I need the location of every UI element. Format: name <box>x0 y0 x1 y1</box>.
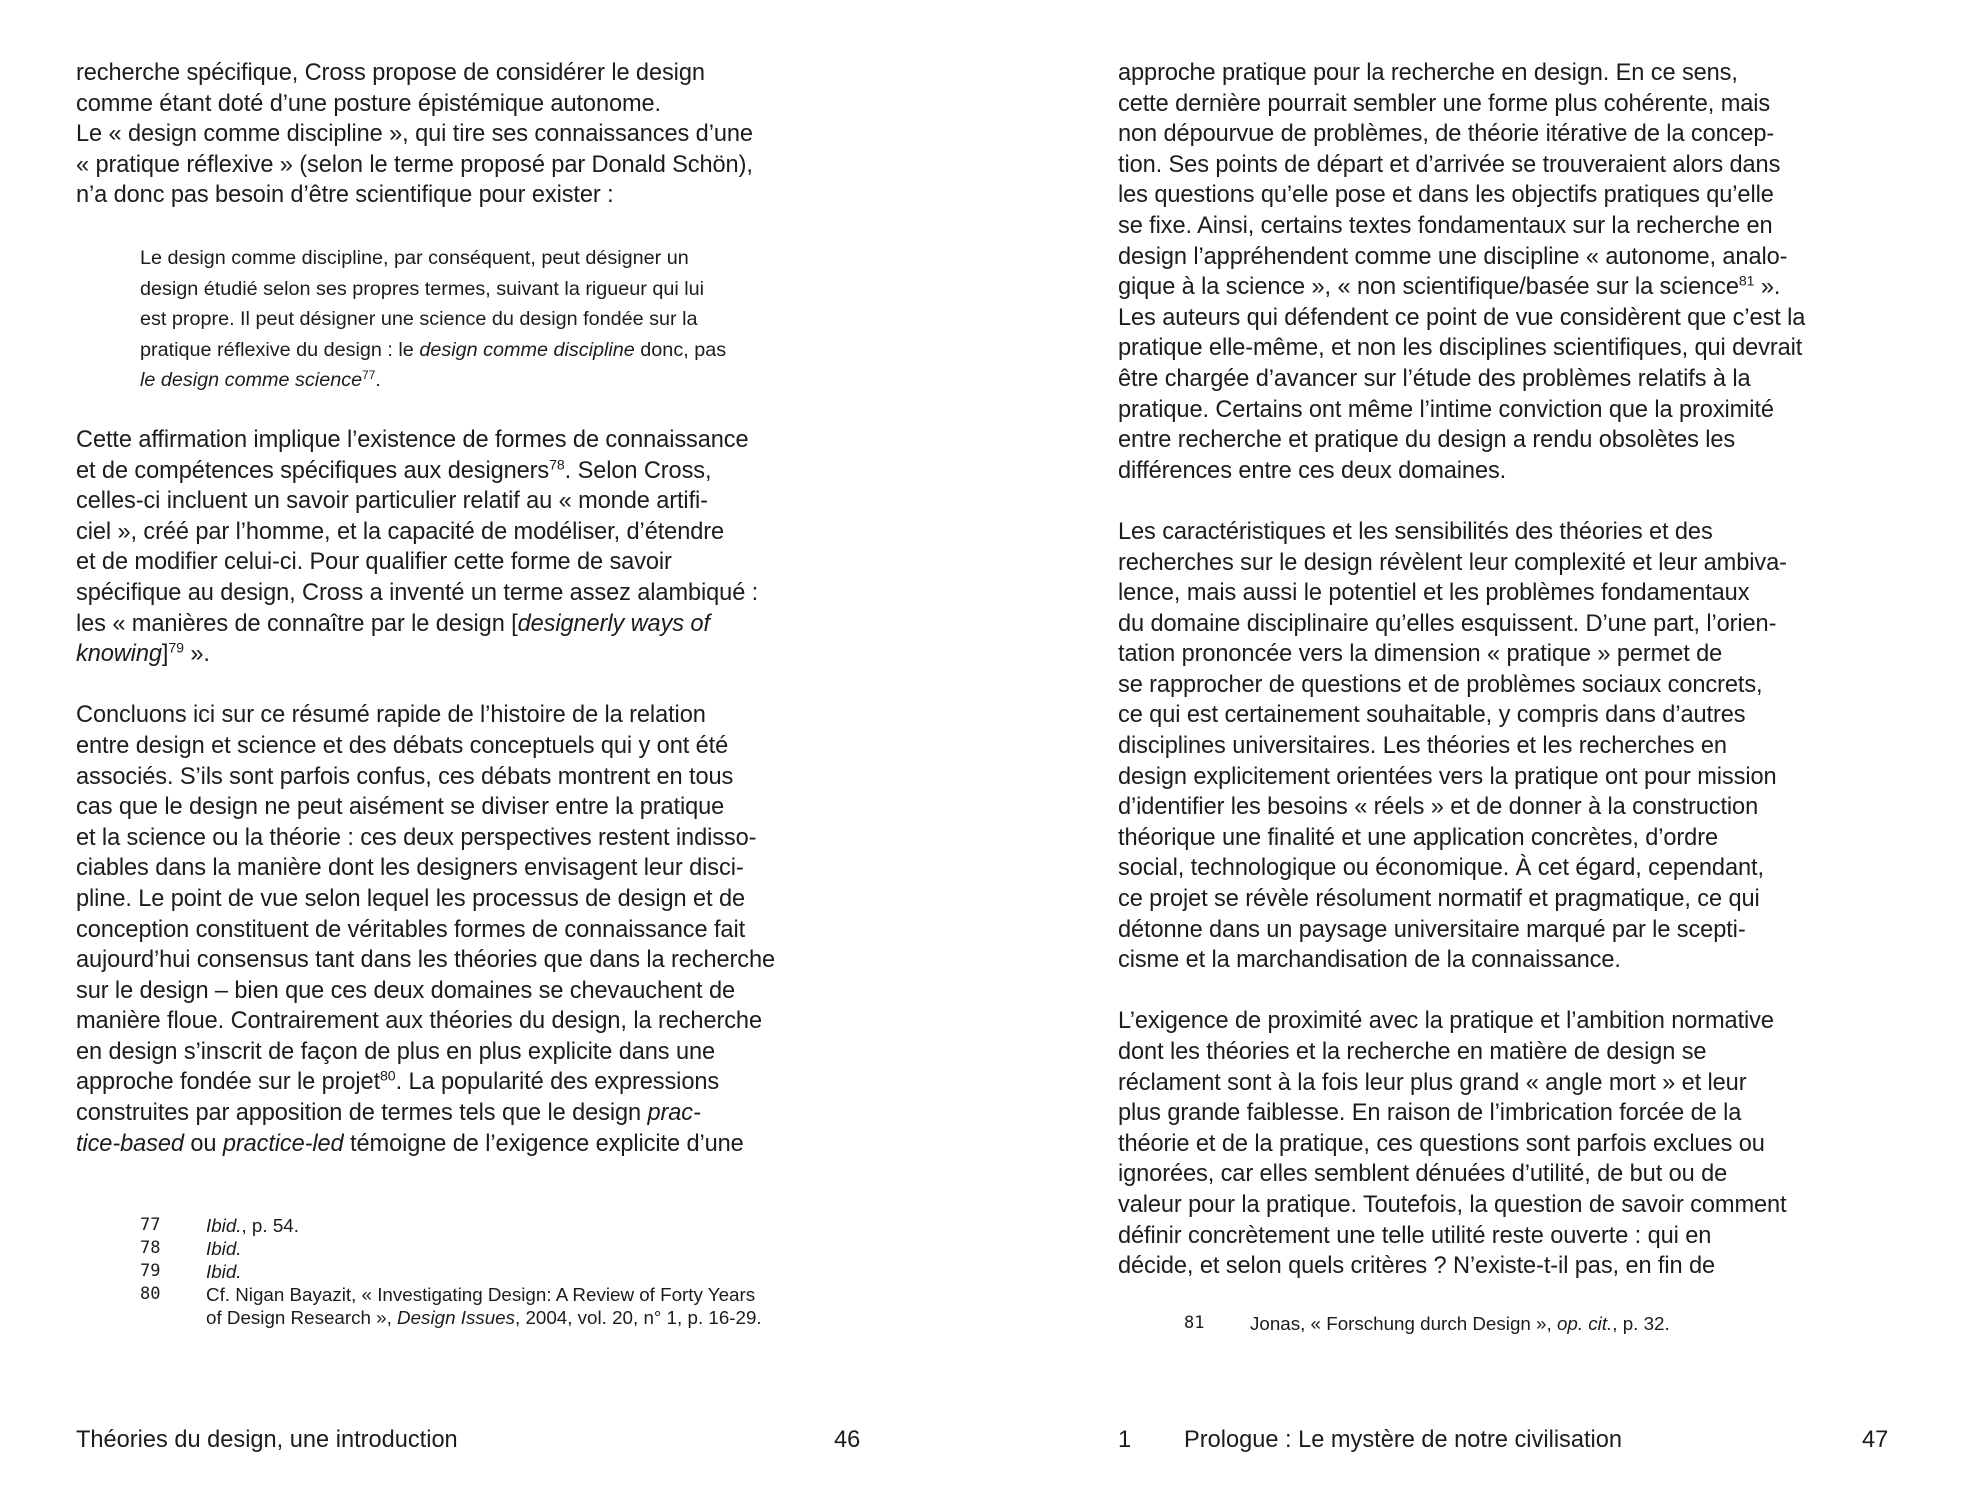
text-line: ce qui est certainement souhaitable, y compris dans d’autres <box>1118 702 1746 729</box>
italic-text: tice-based <box>76 1130 184 1157</box>
text-line: pratique. Certains ont même l’intime conviction que la proximité <box>1118 396 1774 423</box>
footnote-ref[interactable]: 78 <box>549 457 565 474</box>
text-line <box>76 609 775 640</box>
block-quote <box>140 243 726 396</box>
paragraph <box>1118 1006 1805 1281</box>
text-line: différences entre ces deux domaines. <box>1118 457 1507 484</box>
text-line: dont les théories et la recherche en matière de design se <box>1118 1039 1707 1065</box>
text-line: ciel », créé par l’homme, et la capacité de modéliser, d’étendre <box>76 518 725 545</box>
paragraph <box>76 425 775 670</box>
footnote-ref[interactable]: 79 <box>168 640 184 657</box>
text-line: théorie et de la pratique, ces questions sont parfois exclues ou <box>1118 1130 1765 1157</box>
text-line: est propre. Il peut désigner une science du design fondée sur la <box>140 308 698 331</box>
text-line: entre design et science et des débats conceptuels qui y ont été <box>76 732 729 759</box>
text-line: social, technologique ou économique. À cet égard, cependant, <box>1118 855 1764 882</box>
text-line: recherches sur le design révèlent leur complexité et leur ambiva- <box>1118 549 1787 576</box>
text-line: cette dernière pourrait sembler une forme plus cohérente, mais <box>1118 90 1771 117</box>
text-line <box>76 456 775 487</box>
text: ou <box>183 1130 223 1157</box>
text-line <box>76 639 775 670</box>
footnote <box>140 1283 762 1329</box>
text-line: n’a donc pas besoin d’être scientifique pour exister : <box>76 182 614 209</box>
running-title: Prologue : Le mystère de notre civilisation <box>1184 1427 1623 1453</box>
footnote-ref[interactable]: 77 <box>362 368 376 383</box>
text: témoigne de l’exigence explicite d’une <box>343 1130 744 1157</box>
text-line: se fixe. Ainsi, certains textes fondamentaux sur la recherche en <box>1118 212 1773 239</box>
italic-text: Ibid. <box>206 1238 242 1259</box>
text-line: disciplines universitaires. Les théories et les recherches en <box>1118 733 1727 760</box>
footnote-ref[interactable]: 81 <box>1738 273 1755 290</box>
text-line: plus grande faiblesse. En raison de l’imbrication forcée de la <box>1118 1100 1742 1127</box>
footnote <box>140 1237 762 1260</box>
text-line <box>76 1098 775 1129</box>
text: of Design Research », <box>206 1307 398 1328</box>
footnote-number: 79 <box>140 1261 161 1281</box>
text-line: décide, et selon quels critères ? N’existe-t-il pas, en fin de <box>1118 1253 1716 1280</box>
text-line: les questions qu’elle pose et dans les objectifs pratiques qu’elle <box>1118 182 1774 209</box>
text-line <box>1118 272 1805 303</box>
text: , p. 32. <box>1612 1313 1670 1334</box>
italic-text: designerly ways of <box>517 610 710 637</box>
footnote-text <box>1250 1312 1670 1335</box>
italic-text: op. cit. <box>1556 1313 1613 1334</box>
footnotes <box>140 1214 762 1329</box>
text-line: tation prononcée vers la dimension « pratique » permet de <box>1118 641 1723 668</box>
page-number: 47 <box>1862 1427 1889 1453</box>
text: et de compétences spécifiques aux designers <box>76 457 550 484</box>
paragraph <box>1118 517 1805 976</box>
text-line: design l’appréhendent comme une discipline « autonome, analo- <box>1118 243 1788 270</box>
text-line: L’exigence de proximité avec la pratique et l’ambition normative <box>1118 1008 1774 1035</box>
text: . Selon Cross, <box>564 457 712 484</box>
text-line: tion. Ses points de départ et d’arrivée se trouveraient alors dans <box>1118 151 1781 178</box>
text-line: conception constituent de véritables formes de connaissance fait <box>76 916 746 943</box>
italic-text: design comme discipline <box>419 338 635 361</box>
italic-text: practice-led <box>222 1130 344 1157</box>
text: Jonas, « Forschung durch Design », <box>1250 1313 1557 1334</box>
footnote-text <box>206 1283 762 1329</box>
text-line: lence, mais aussi le potentiel et les problèmes fondamentaux <box>1118 580 1750 607</box>
text-line: en design s’inscrit de façon de plus en plus explicite dans une <box>76 1038 716 1065</box>
italic-text: knowing <box>76 641 162 668</box>
footnote-ref[interactable]: 80 <box>380 1068 396 1085</box>
footnote-text <box>206 1214 299 1237</box>
text-line: Le design comme discipline, par conséquent, peut désigner un <box>140 247 689 269</box>
text-line: approche pratique pour la recherche en design. En ce sens, <box>1118 60 1738 86</box>
text: construites par apposition de termes tels que le design <box>76 1100 648 1127</box>
text-line: se rapprocher de questions et de problèmes sociaux concrets, <box>1118 671 1763 698</box>
text-line: pratique elle-même, et non les disciplines scientifiques, qui devrait <box>1118 335 1803 362</box>
page-number: 46 <box>834 1427 861 1453</box>
text: donc, pas <box>634 338 727 361</box>
footnote-text <box>206 1237 242 1260</box>
text-line <box>140 335 726 366</box>
footnote-number: 77 <box>140 1215 161 1235</box>
text-line: design étudié selon ses propres termes, suivant la rigueur qui lui <box>140 277 705 300</box>
italic-text: Design Issues <box>397 1307 516 1328</box>
text-line: cas que le design ne peut aisément se diviser entre la pratique <box>76 794 725 821</box>
footnote-number: 81 <box>1184 1313 1205 1333</box>
text-line: entre recherche et pratique du design a rendu obsolètes les <box>1118 427 1736 454</box>
text: gique à la science », « non scientifique/basée sur la science <box>1118 274 1739 301</box>
text-line: design explicitement orientées vers la pratique ont pour mission <box>1118 763 1777 790</box>
footnote-text <box>206 1260 242 1283</box>
text-line <box>140 365 726 396</box>
text-line: ignorées, car elles semblent dénuées d’utilité, de but ou de <box>1118 1161 1728 1188</box>
text-line: Les caractéristiques et les sensibilités des théories et des <box>1118 518 1713 545</box>
italic-text: Ibid. <box>206 1261 242 1282</box>
footnote-number: 78 <box>140 1238 161 1258</box>
running-title: Théories du design, une introduction <box>76 1427 458 1453</box>
text-line: cisme et la marchandisation de la connaissance. <box>1118 947 1621 974</box>
text-line: spécifique au design, Cross a inventé un terme assez alambiqué : <box>76 579 759 606</box>
text-line: manière floue. Contrairement aux théories du design, la recherche <box>76 1008 762 1035</box>
paragraph <box>76 58 753 211</box>
text-line: pline. Le point de vue selon lequel les processus de design et de <box>76 885 746 912</box>
text-line: d’identifier les besoins « réels » et de donner à la construction <box>1118 794 1759 821</box>
text-line: comme étant doté d’une posture épistémique autonome. <box>76 90 662 117</box>
left-paragraphs <box>76 425 775 1159</box>
text-line: réclament sont à la fois leur plus grand « angle mort » et leur <box>1118 1069 1747 1096</box>
text-line: non dépourvue de problèmes, de théorie itérative de la concep- <box>1118 121 1775 148</box>
footnote <box>140 1214 762 1237</box>
text-line: sur le design – bien que ces deux domaines se chevauchent de <box>76 977 736 1004</box>
text-line: « pratique réflexive » (selon le terme proposé par Donald Schön), <box>76 151 753 178</box>
italic-text: prac- <box>647 1100 701 1127</box>
footnote <box>140 1260 762 1283</box>
text: approche fondée sur le projet <box>76 1069 381 1096</box>
text-line: ciables dans la manière dont les designers envisagent leur disci- <box>76 855 744 882</box>
text-line: aujourd’hui consensus tant dans les théories que dans la recherche <box>76 947 776 974</box>
text: ». <box>183 641 210 668</box>
text-line: ce projet se révèle résolument normatif et pragmatique, ce qui <box>1118 886 1760 913</box>
chapter-number: 1 <box>1118 1427 1132 1453</box>
text-line: Le « design comme discipline », qui tire ses connaissances d’une <box>76 121 753 148</box>
text-line: définir concrètement une telle utilité reste ouverte : qui en <box>1118 1222 1712 1249</box>
text-line: celles-ci incluent un savoir particulier relatif au « monde artifi- <box>76 488 708 515</box>
right-page <box>984 0 1968 1496</box>
text-line: Les auteurs qui défendent ce point de vue considèrent que c’est la <box>1118 304 1806 331</box>
italic-text: Ibid. <box>206 1215 242 1236</box>
text: pratique réflexive du design : le <box>140 338 420 361</box>
left-main-text <box>76 58 753 211</box>
text: , 2004, vol. 20, n° 1, p. 16-29. <box>515 1307 762 1328</box>
text-line: recherche spécifique, Cross propose de considérer le design <box>76 60 705 86</box>
text: . <box>375 369 381 392</box>
text-line: et la science ou la théorie : ces deux perspectives restent indisso- <box>76 824 757 851</box>
paragraph <box>1118 58 1805 486</box>
footnote <box>1184 1312 1670 1335</box>
text-line: détonne dans un paysage universitaire marqué par le scepti- <box>1118 916 1746 943</box>
text: . La popularité des expressions <box>395 1069 720 1096</box>
right-main-text <box>1118 58 1805 1282</box>
text-line: du domaine disciplinaire qu’elles esquissent. D’une part, l’orien- <box>1118 610 1777 637</box>
text-line <box>76 1067 775 1098</box>
text: Cf. Nigan Bayazit, « Investigating Design: A Review of Forty Years <box>206 1284 756 1305</box>
text-line: valeur pour la pratique. Toutefois, la question de savoir comment <box>1118 1191 1787 1218</box>
text: , p. 54. <box>241 1215 299 1236</box>
text-line: Concluons ici sur ce résumé rapide de l’histoire de la relation <box>76 702 706 729</box>
text-line: associés. S’ils sont parfois confus, ces débats montrent en tous <box>76 763 734 790</box>
footnotes <box>1184 1312 1670 1335</box>
text: les « manières de connaître par le design [ <box>76 610 518 637</box>
text-line: et de modifier celui-ci. Pour qualifier cette forme de savoir <box>76 549 672 576</box>
paragraph <box>76 700 775 1159</box>
footnote-number: 80 <box>140 1284 161 1304</box>
text: ] <box>161 641 169 668</box>
text: ». <box>1754 274 1781 301</box>
text-line: être chargée d’avancer sur l’étude des problèmes relatifs à la <box>1118 365 1751 392</box>
text-line: Cette affirmation implique l’existence de formes de connaissance <box>76 427 749 453</box>
text-line: théorique une finalité et une application concrètes, d’ordre <box>1118 824 1718 851</box>
italic-text: le design comme science <box>140 369 363 392</box>
text-line <box>76 1129 775 1160</box>
